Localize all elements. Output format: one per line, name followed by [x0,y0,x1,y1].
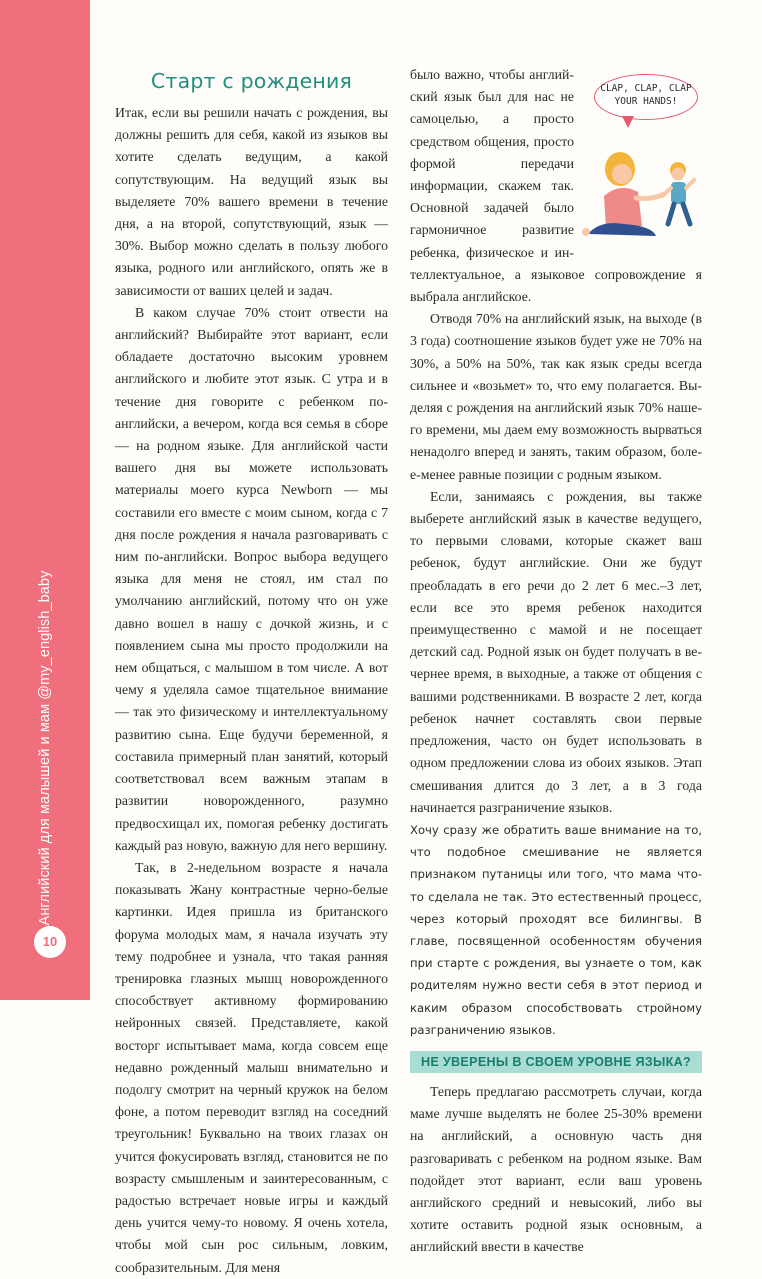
sidebar-running-title: Английский для малышей и мам @my_english_baby [37,570,53,926]
mother-legs [588,223,656,236]
paragraph: Если, занимаясь с рождения, вы также выберете английский язык в качестве ведущего, то первыми словами, которые скажет ваш ребенок, будут английские. Они же будут преобладать в его речи до 2 лет 6 мес.–3 лет, если все это время ребенок находится преимущественно с мамой и не посещает детский сад. Родной язык он будет получать в вечернее время, в выходные, а также от общения с вашими родственниками. В возрасте 2 лет, когда ребенок начнет составлять свои первые предложения, часто он будет использовать в одном предложении слова из обоих языков. Этап смешивания длится до 3 лет, а в 3 года начинается разграничение языков. [410,488,702,815]
paragraph: Отводя 70% на английский язык, на выходе (в 3 года) соотношение языков будет уже не 70% на 30%, а 50% на 50%, так как язык среды всегда сильнее и «возьмет» то, что ему полагается. Выделяя с рождения на английский язык 70% нашего времени, мы даем ему возможность вырваться ненадолго вперед и занять, таким образом, более-менее равные позиции с родным языком. [410,311,702,482]
mother-child-illustration [580,64,706,244]
section-heading: Старт с рождения [150,69,353,93]
right-column [410,64,702,1259]
paragraph: В каком случае 70% стоит отвести на английский? Выбирайте этот вариант, если обладаете достаточно высоким уровнем английского и любите этот язык. С утра и в течение дня говорите с ребенком по-английски, а вечером, когда вся семья в сборе — на родном языке. Для английской части вашего дня вы можете использовать материалы моего курса Newborn — мы составили его вместе с моим сыном, когда с 7 дня после рождения я начала разговаривать с ним по-английски. Вопрос выбора ведущего языка для меня не стоял, им стал по умолчанию английский, потому что он уже давно вошел в нашу с дочкой жизнь, и с появлением сына мы просто продолжили на нем общаться, с малышом в том числе. А вот чему я уделяла самое тщательное внимание — так это физическому и интеллектуальному развитию сына. Еще будучи беременной, я составила примерный план занятий, который соответствовал всем важным этапам в развитии новорожденного, разумно предвосхищал их, помогая ребенку достигать каждый раз новую, важную для него вершину. [115,304,388,853]
mother-and-child-drawing [580,64,706,244]
mother-arm [636,194,664,199]
sidebar [0,0,90,1000]
mother-shirt [604,188,642,228]
child-legs [668,204,690,224]
page-number: 10 [34,926,66,958]
mother-hand [582,228,590,236]
paragraph: Так, в 2-недельном возрасте я начала показывать Жану контрастные черно-белые картинки. Идея пришла из британского форума молодых мам, я начала изучать эту тему подробнее и узнала, что такая ранняя тренировка глазных мышц новорожденного способствует активному формированию нейронных связей. Представляете, какой восторг испытывает мама, когда совсем еще недавно рожденный малыш внимательно и подолгу смотрит на черный кружок на белом фоне, а потом переводит взгляд на соседний треугольник! Буквально на твоих глазах он учится фокусировать взгляд, становится не по возрасту смышленым и заинтересованным, с радостью встречает новые игры и каждый день учится чему-то новому. Я очень хотела, чтобы мой сын рос сильным, ловким, сообразительным. Для меня [115,859,388,1275]
left-column [115,64,388,1279]
speech-bubble-line: CLAP, CLAP, CLAP [600,83,692,94]
child-shirt [671,182,686,204]
subheading-banner: НЕ УВЕРЕНЫ В СВОЕМ УРОВНЕ ЯЗЫКА? [410,1051,702,1073]
paragraph: Теперь предлагаю рассмотреть случаи, когда маме лучше выделять не более 25-30% времени на английский, а основную часть дня разговаривать с ребенком на родном языке. Вам подойдет этот вариант, если ваш уровень английского средний и невысокий, либо вы хотите оставить родной язык основным, а английский ввести в качестве [410,1083,702,1255]
paragraph: Итак, если вы решили начать с рождения, вы должны решить для себя, какой из языков вы хотите сделать ведущим, а какой сопутствующим. На ведущий язык вы выделяете 70% вашего времени в течение дня, а на второй, сопутствующий, язык — 30%. Выбор можно сделать в пользу любого языка, родного или английского, опять же в зависимости от ваших целей и задач. [115,105,388,298]
paragraph: Хочу сразу же обратить ваше внимание на то, что подобное смешивание не является признаком путаницы или того, что мама что-то сделала не так. Это естественный процесс, через который проходят все билингвы. В главе, посвященной особенностям обучения при старте с рождения, вы узнаете о том, как родителям нужно вести себя в этот период и каким образом способствовать стройному разграничению языков. [410,822,702,1037]
paragraph: было важно, чтобы английский язык был для нас не самоцелью, а просто средством общения, просто формой передачи информации, скажем так. Основной задачей было гармоничное развитие ребенка, физическое и интеллектуальное, а языковое сопровождение я выбрала английское. [410,67,702,305]
mother-face [612,164,632,184]
speech-bubble-line: YOUR HANDS! [614,96,678,107]
child-face [672,168,685,181]
